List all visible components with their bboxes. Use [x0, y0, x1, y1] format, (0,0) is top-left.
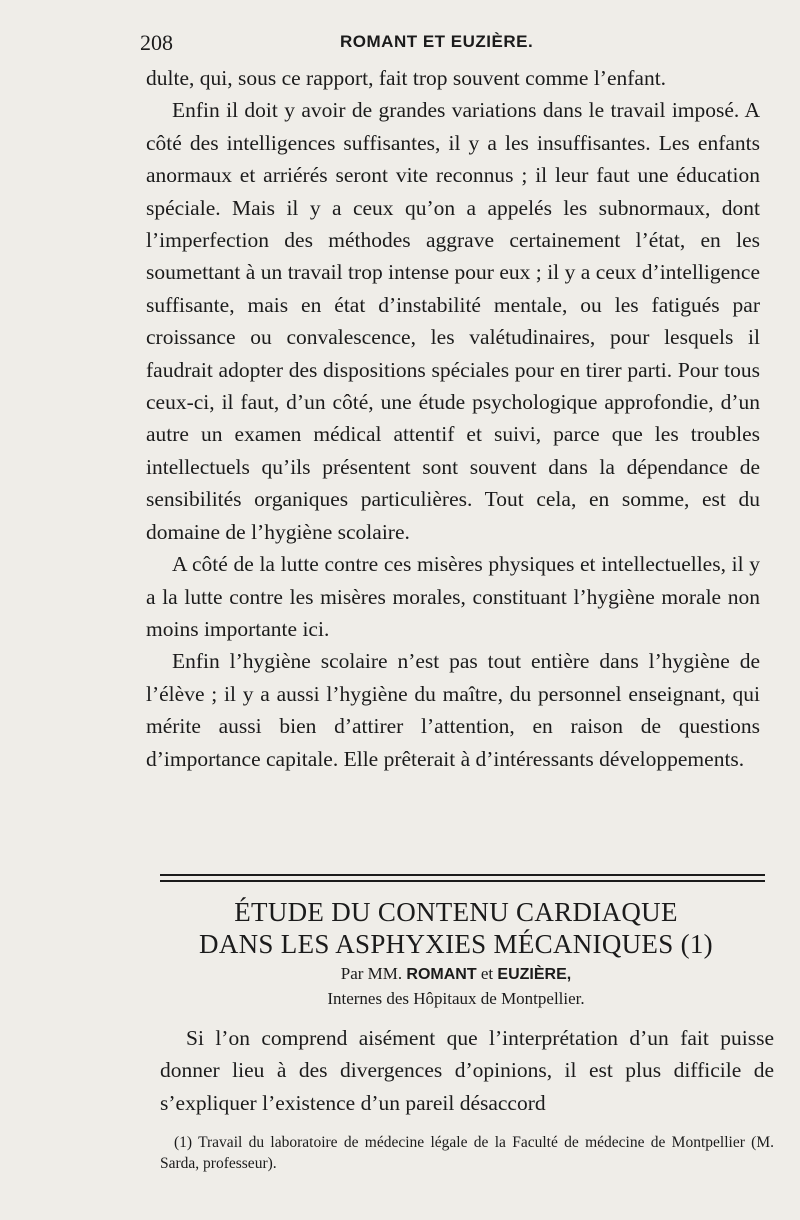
section-divider [160, 874, 765, 886]
article-title [146, 896, 766, 960]
article-title-line-1: ÉTUDE DU CONTENU CARDIAQUE [234, 897, 678, 927]
authors-line [146, 962, 766, 987]
affiliation: Internes des Hôpitaux de Montpellier. [327, 989, 585, 1008]
paragraph: Enfin l’hygiène scolaire n’est pas tout entière dans l’hygiène de l’élève ; il y a aussi l’hygiène du maître, du personnel enseignant, qui mérite aussi bien d’attirer l’attention, en raison de questions d’importance capitale. Elle prêterait à d’intéressants développements. [146, 649, 760, 771]
article-title-line-2: DANS LES ASPHYXIES MÉCANIQUES (1) [199, 929, 713, 959]
article-text [160, 1022, 774, 1119]
byline [146, 962, 766, 1011]
byline-prefix: Par MM. [340, 964, 403, 983]
divider-rule-bottom [160, 880, 765, 882]
author-2: EUZIÈRE, [497, 966, 572, 983]
divider-rule-top [160, 874, 765, 876]
page-number: 208 [140, 30, 173, 55]
running-title: ROMANT ET EUZIÈRE. [340, 32, 534, 51]
footnote-text: (1) Travail du laboratoire de médecine légale de la Faculté de médecine de Montpellier (M. Sarda, professeur). [160, 1134, 774, 1172]
paragraph-continued: dulte, qui, sous ce rapport, fait trop souvent comme l’enfant. [146, 66, 667, 90]
byline-conjunction: et [480, 964, 494, 983]
author-1: ROMANT [406, 966, 477, 983]
paragraph: Enfin il doit y avoir de grandes variations dans le travail imposé. A côté des intelligences suffisantes, il y a les insuffisantes. Les enfants anormaux et arriérés seront vite reconnus ; il leur faut une éducation spéciale. Mais il y a ceux qu’on a appelés les subnormaux, dont l’imperfection des méthodes aggrave certainement l’état, en les soumettant à un travail trop intense pour eux ; il y a ceux d’intelligence suffisante, mais en état d’instabilité mentale, ou les fatigués par croissance ou convalescence, les valétudinaires, pour lesquels il faudrait adopter des dispositions spéciales pour en tirer parti. Pour tous ceux-ci, il faut, d’un côté, une étude psychologique approfondie, d’un autre un examen médical attentif et suivi, parce que les troubles intellectuels qu’ils présentent sont souvent dans la dépendance de sensibilités organiques particulières. Tout cela, en somme, est du domaine de l’hygiène scolaire. [146, 98, 760, 544]
article-paragraph: Si l’on comprend aisément que l’interprétation d’un fait puisse donner lieu à des divergences d’opinions, il est plus difficile de s’expliquer l’existence d’un pareil désaccord [160, 1026, 774, 1115]
body-text [146, 62, 760, 775]
page-header [140, 30, 760, 60]
paragraph: A côté de la lutte contre ces misères physiques et intellectuelles, il y a la lutte contre les misères morales, constituant l’hygiène morale non moins importante ici. [146, 552, 760, 641]
footnote [160, 1132, 774, 1174]
